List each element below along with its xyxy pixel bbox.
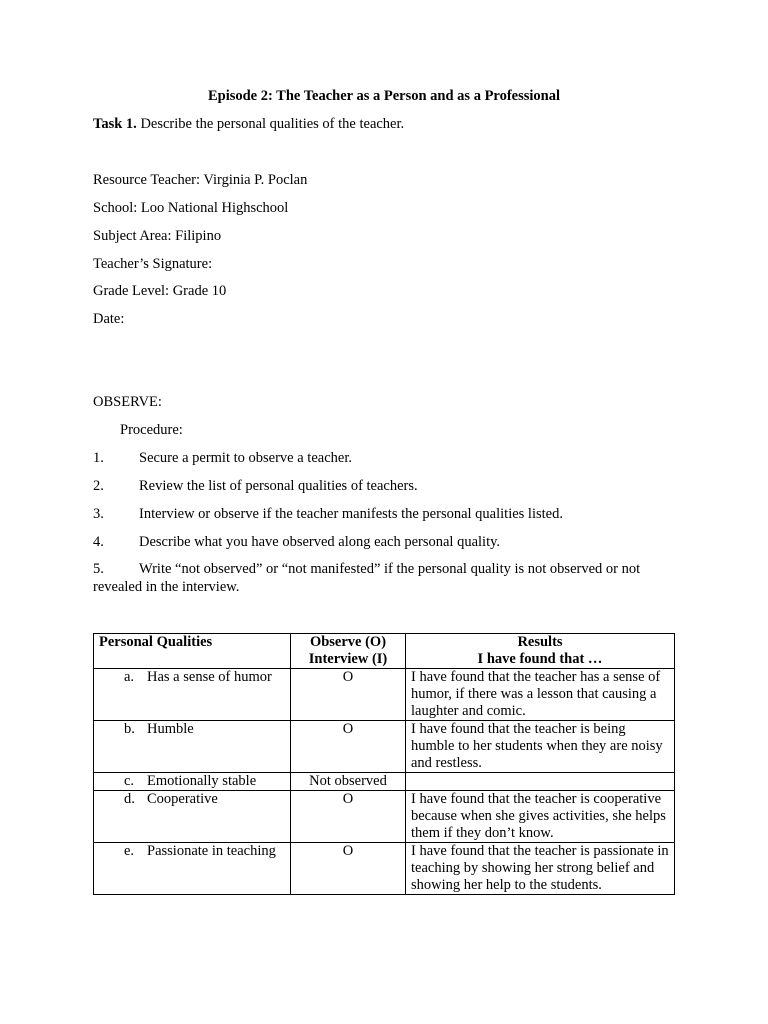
task-text: Describe the personal qualities of the teacher. <box>136 116 405 132</box>
personal-qualities-table <box>93 633 675 895</box>
date-field: Date: <box>93 311 125 327</box>
step-text: Interview or observe if the teacher manifests the personal qualities listed. <box>139 506 563 522</box>
step-text: Describe what you have observed along each personal quality. <box>139 534 501 550</box>
step-number: 3. <box>93 506 104 522</box>
observe-cell: O <box>291 791 406 843</box>
signature-field: Teacher’s Signature: <box>93 256 213 272</box>
school-field: School: Loo National Highschool <box>93 200 289 216</box>
table-row <box>94 843 675 895</box>
header-personal-qualities: Personal Qualities <box>94 634 291 669</box>
observe-cell: Not observed <box>291 773 406 791</box>
quality-letter: d. <box>124 791 135 807</box>
observe-cell: O <box>291 843 406 895</box>
task-label: Task 1. <box>93 116 137 132</box>
quality-cell <box>94 773 291 791</box>
observe-cell: O <box>291 669 406 721</box>
table-row <box>94 791 675 843</box>
step-text: Review the list of personal qualities of teachers. <box>139 478 418 494</box>
procedure-label: Procedure: <box>120 422 183 438</box>
quality-letter: b. <box>124 721 135 737</box>
quality-name: Passionate in teaching <box>147 843 276 859</box>
table-row <box>94 773 675 791</box>
step-text: Write “not observed” or “not manifested” if the personal quality is not observed or not revealed in the interview. <box>93 561 641 595</box>
step-number: 1. <box>93 450 104 466</box>
result-cell: I have found that the teacher is being humble to her students when they are noisy and restless. <box>406 721 675 773</box>
result-cell: I have found that the teacher is passionate in teaching by showing her strong belief and showing her help to the students. <box>406 843 675 895</box>
observe-heading: OBSERVE: <box>93 394 162 410</box>
quality-name: Emotionally stable <box>147 773 257 789</box>
step-number: 4. <box>93 534 104 550</box>
header-observe-interview <box>291 634 406 669</box>
observe-cell: O <box>291 721 406 773</box>
quality-name: Cooperative <box>147 791 218 807</box>
task-instruction <box>93 115 404 133</box>
quality-letter: a. <box>124 669 135 685</box>
quality-letter: e. <box>124 843 135 859</box>
step-text: Secure a permit to observe a teacher. <box>139 450 352 466</box>
document-title: Episode 2: The Teacher as a Person and as a Professional <box>207 88 561 104</box>
quality-cell <box>94 843 291 895</box>
step-5 <box>93 560 683 596</box>
quality-cell <box>94 791 291 843</box>
table-row <box>94 669 675 721</box>
subject-area-field: Subject Area: Filipino <box>93 228 222 244</box>
quality-cell <box>94 669 291 721</box>
header-results-title: Results <box>517 634 563 650</box>
header-results <box>406 634 675 669</box>
result-cell: I have found that the teacher has a sense of humor, if there was a lesson that causing a laughter and comic. <box>406 669 675 721</box>
result-cell <box>406 773 675 791</box>
grade-level-field: Grade Level: Grade 10 <box>93 283 227 299</box>
step-number: 5. <box>93 561 104 577</box>
quality-letter: c. <box>124 773 135 789</box>
quality-cell <box>94 721 291 773</box>
header-interview: Interview (I) <box>308 651 388 667</box>
table-header-row <box>94 634 675 669</box>
resource-teacher-field: Resource Teacher: Virginia P. Poclan <box>93 172 308 188</box>
quality-name: Humble <box>147 721 194 737</box>
table-row <box>94 721 675 773</box>
header-results-subtitle: I have found that … <box>477 651 603 667</box>
step-number: 2. <box>93 478 104 494</box>
header-observe: Observe (O) <box>309 634 387 650</box>
result-cell: I have found that the teacher is cooperative because when she gives activities, she helps them if they don’t know. <box>406 791 675 843</box>
quality-name: Has a sense of humor <box>147 669 272 685</box>
